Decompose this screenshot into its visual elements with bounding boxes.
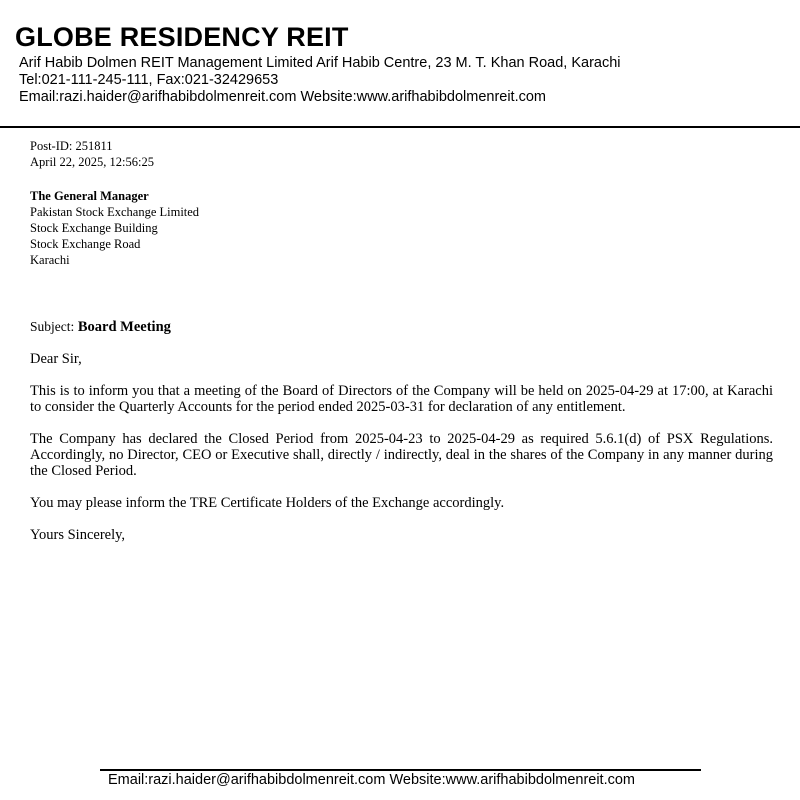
paragraph-meeting: This is to inform you that a meeting of the Board of Directors of the Company will be held on 2025-04-29 at 17:00, at Karachi to consider the Quarterly Accounts for the period ended 2025-03-31 for declaration of any entitlement.	[30, 383, 773, 415]
subject-label: Subject:	[30, 319, 75, 334]
recipient-line: Stock Exchange Building	[30, 221, 158, 235]
recipient-line: Pakistan Stock Exchange Limited	[30, 205, 200, 219]
paragraph-inform: You may please inform the TRE Certificate Holders of the Exchange accordingly.	[30, 495, 505, 511]
recipient-line: Karachi	[30, 253, 70, 267]
company-title: GLOBE RESIDENCY REIT	[15, 22, 349, 52]
header-divider	[0, 126, 800, 128]
post-datetime: April 22, 2025, 12:56:25	[30, 155, 154, 169]
company-contact: Email:razi.haider@arifhabibdolmenreit.com Website:www.arifhabibdolmenreit.com	[19, 89, 547, 105]
recipient-line: Stock Exchange Road	[30, 237, 141, 251]
closing: Yours Sincerely,	[30, 527, 126, 543]
company-address: Arif Habib Dolmen REIT Management Limited Arif Habib Centre, 23 M. T. Khan Road, Karachi	[19, 55, 621, 71]
post-id: Post-ID: 251811	[30, 139, 113, 153]
company-phone: Tel:021-111-245-111, Fax:021-32429653	[19, 72, 279, 88]
subject-line	[30, 319, 773, 335]
paragraph-closed-period: The Company has declared the Closed Period from 2025-04-23 to 2025-04-29 as required 5.6.1(d) of PSX Regulations. Accordingly, no Director, CEO or Executive shall, directly / indirectly, deal in the shares of the Company in any manner during the Closed Period.	[30, 431, 773, 479]
recipient-name: The General Manager	[30, 189, 149, 203]
footer-divider	[100, 769, 701, 771]
footer-contact: Email:razi.haider@arifhabibdolmenreit.com Website:www.arifhabibdolmenreit.com	[108, 772, 636, 788]
subject-value: Board Meeting	[77, 319, 171, 335]
salutation: Dear Sir,	[30, 351, 82, 367]
